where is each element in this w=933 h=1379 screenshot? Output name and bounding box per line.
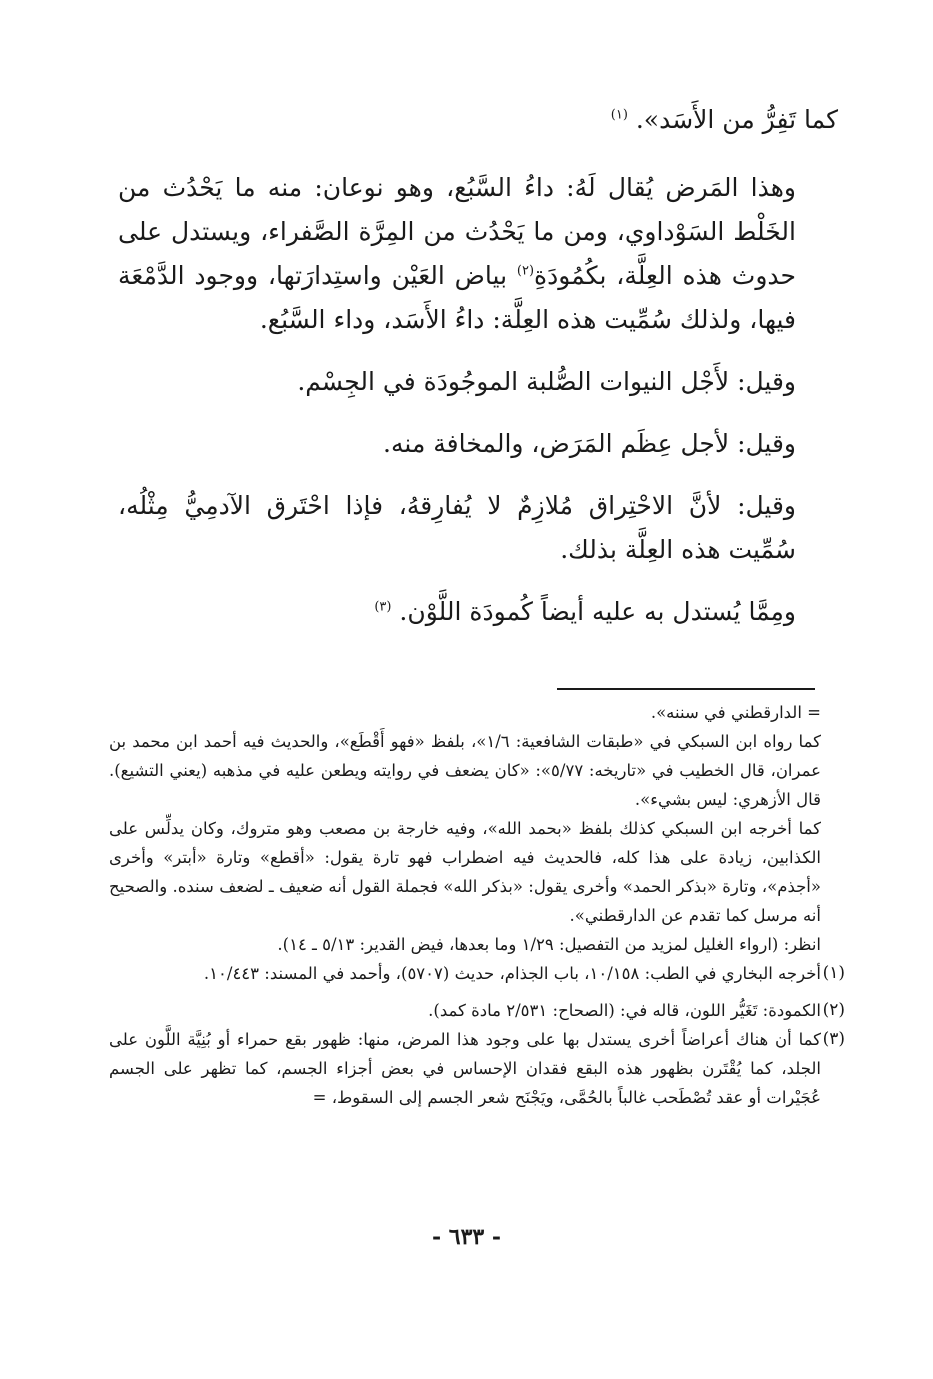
footnote-continuation-2: كما أخرجه ابن السبكي كذلك بلفظ «بحمد الله»، وفيه خارجة بن مصعب وهو متروك، وكان يدلِّس على الكذابين، زيادة على هذا كله، فالحديث فيه اضطراب فهو تارة يقول: «أقطع» وتارة «أبتر» وأخرى «أجذم»، وتارة «بذكر الحمد» وأخرى يقول: «بذكر الله» فجملة القول أنه ضعيف ـ لضعف سنده. والصحيح أنه مرسل كما تقدم عن الدارقطني». [109,819,821,925]
footnote-3-text: كما أن هناك أعراضاً أخرى يستدل بها على وجود هذا المرض، منها: ظهور بقع حمراء أو بُنِيَّة اللَّون على الجلد، كما يُقْتَرن بظهور هذه البقع فقدان الإحساس في بعض أجزاء الجسم، كما تظهر على الجسم عُجَيْرات أو عقد تُصْطَحب غالباً بالحُمَّى، ويَجْنَح شعر الجسم إلى السقوط، = [109,1030,821,1107]
footnote-2-number: (٢) [822,1000,845,1020]
footnote-divider [557,688,815,690]
footnote-1-text: أخرجه البخاري في الطب: ١٠/١٥٨، باب الجذام، حديث (٥٧٠٧)، وأحمد في المسند: ١٠/٤٤٣. [203,964,821,983]
footnote-ref-3: (٣) [374,599,392,615]
paragraph-0 [118,98,838,142]
footnote-2-text: الكمودة: تَغَيُّر اللون، قاله في: (الصحاح: ٢/٥٣١ مادة كمد). [428,1001,821,1020]
paragraph-5 [118,590,838,634]
main-text-block [118,98,838,634]
footnote-ref-1: (١) [610,107,628,123]
footnote-3 [109,1025,845,1112]
footnote-3-number: (٣) [822,1029,845,1049]
page-number: - ٦٣٣ - [431,1224,502,1250]
footnote-1-number: (١) [822,963,845,983]
footnote-1 [109,959,845,988]
paragraph-1 [118,166,838,342]
paragraph-5-text: ومِمَّا يُستدل به عليه أيضاً كُمودَة اللَّوْن. [399,597,796,626]
paragraph-4: وقيل: لأنَّ الاحْتِراق مُلازِمٌ لا يُفارِقهُ، فإذا احْتَرق الآدمِيُّ مِثْلُه، سُمِّيت هذه العِلَّة بذلك. [118,491,796,564]
footnotes-block [109,698,845,1112]
paragraph-3: وقيل: لأجل عِظَم المَرَض، والمخافة منه. [383,429,796,458]
paragraph-1-text: وهذا المَرض يُقال لَهُ: داءُ السَّبُع، وهو نوعان: منه ما يَحْدُث من الخَلْط السَوْداوي، ومن ما يَحْدُث من المِرَّة الصَّفراء، ويستدل على حدوث هذه العِلَّة، بكُمُودَةِ [118,173,796,290]
paragraph-1-continuation: بياض العَيْن واستِدارَتها، ووجود الدَّمْعَة فيها، ولذلك سُمِّيت هذه العِلَّة: داءُ الأَسَد، وداء السَّبُع. [118,261,796,334]
footnote-continuation-0: = الدارقطني في سننه». [650,703,821,722]
footnote-continuation-3: انظر: (ارواء الغليل لمزيد من التفصيل: ١/٢٩ وما بعدها، فيض القدير: ٥/١٣ ـ ١٤). [277,935,821,954]
footnote-2 [109,996,845,1025]
footnote-continuation-1: كما رواه ابن السبكي في «طبقات الشافعية: ١/٦»، بلفظ «فهو أَقْطَع»، والحديث فيه أحمد ابن محمد بن عمران، قال الخطيب في «تاريخه: ٥/٧٧»: «كان يضعف في روايته ويطعن عليه في مذهبه (يعني التشيع). قال الأزهري: ليس بشيء». [109,732,822,809]
footnote-ref-2: (٢) [516,263,535,279]
paragraph-0-text: كما تَفِرُّ من الأَسَد». [635,105,838,134]
paragraph-2: وقيل: لأَجْل النيوات الصُّلبة الموجُودَة في الجِسْم. [297,367,796,396]
